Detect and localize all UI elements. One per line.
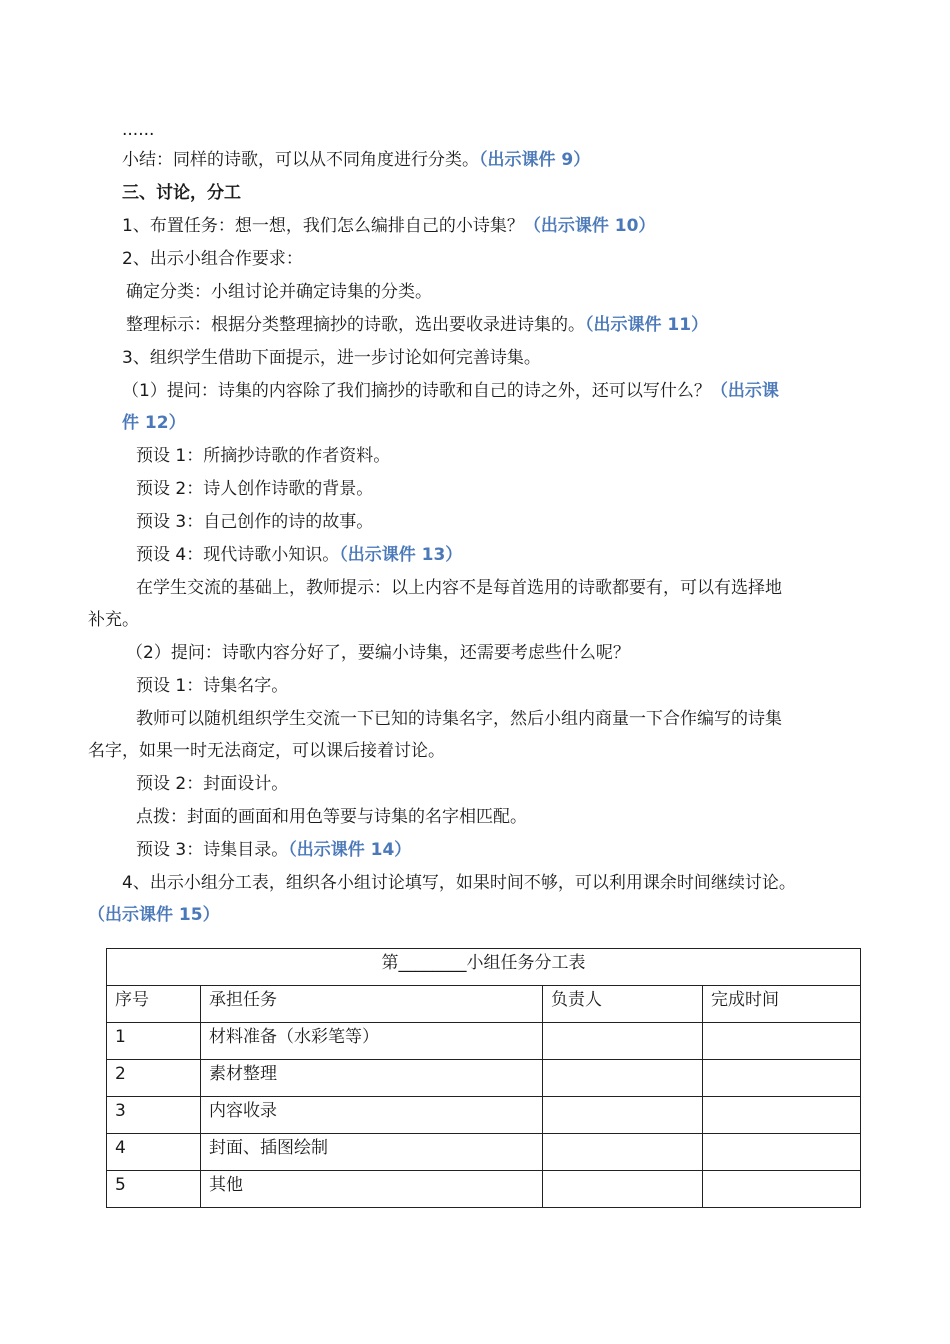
row-owner-cell — [543, 1023, 703, 1060]
task-1-text: 1、布置任务：想一想，我们怎么编排自己的小诗集？ — [122, 216, 524, 236]
preset-1-line: 预设 1：所摘抄诗歌的作者资料。 — [136, 446, 391, 466]
task-3-line: 3、组织学生借助下面提示，进一步讨论如何完善诗集。 — [122, 348, 541, 368]
task-4-line: 4、出示小组分工表，组织各小组讨论填写，如果时间不够，可以利用课余时间继续讨论。 — [122, 873, 796, 893]
courseware-cue-14: （出示课件 14） — [288, 840, 412, 860]
task-1-line — [122, 214, 655, 238]
task-2-line: 2、出示小组合作要求： — [122, 249, 303, 269]
note-1-line-a: 在学生交流的基础上，教师提示：以上内容不是每首选用的诗歌都要有，可以有选择地 — [136, 578, 782, 598]
preset-4-text: 预设 4：现代诗歌小知识。 — [136, 545, 340, 565]
courseware-cue-12-b: 件 12） — [122, 413, 186, 433]
courseware-cue-11: （出示课件 11） — [585, 315, 709, 335]
courseware-cue-9: （出示课件 9） — [479, 150, 591, 170]
summary-text: 小结：同样的诗歌，可以从不同角度进行分类。 — [122, 150, 479, 170]
preset-4-line — [136, 543, 462, 567]
courseware-cue-12-a: （出示课 — [710, 381, 779, 401]
row-owner-cell — [543, 1097, 703, 1134]
row-number: 5 — [107, 1171, 201, 1208]
table-row — [107, 1134, 861, 1171]
summary-line — [122, 148, 590, 172]
header-task: 承担任务 — [201, 986, 543, 1023]
table-row — [107, 1097, 861, 1134]
preset-toc-text: 预设 3：诗集目录。 — [136, 840, 289, 860]
note-2-line-a: 教师可以随机组织学生交流一下已知的诗集名字，然后小组内商量一下合作编写的诗集 — [136, 709, 782, 729]
header-owner: 负责人 — [543, 986, 703, 1023]
row-number: 1 — [107, 1023, 201, 1060]
courseware-cue-10: （出示课件 10） — [523, 216, 656, 236]
row-number: 2 — [107, 1060, 201, 1097]
row-task: 封面、插图绘制 — [201, 1134, 543, 1171]
header-number: 序号 — [107, 986, 201, 1023]
table-header-row — [107, 986, 861, 1023]
row-number: 4 — [107, 1134, 201, 1171]
row-owner-cell — [543, 1060, 703, 1097]
preset-cover-line: 预设 2：封面设计。 — [136, 774, 289, 794]
preset-toc-line — [136, 838, 411, 862]
task-2b-line — [126, 313, 708, 337]
row-task: 其他 — [201, 1171, 543, 1208]
row-deadline-cell — [703, 1060, 861, 1097]
question-1-text: （1）提问：诗集的内容除了我们摘抄的诗歌和自己的诗之外，还可以写什么？ — [122, 381, 711, 401]
task-2b-text: 整理标示：根据分类整理摘抄的诗歌，选出要收录进诗集的。 — [126, 315, 585, 335]
table-row — [107, 1023, 861, 1060]
task-assignment-table — [106, 948, 861, 1208]
row-number: 3 — [107, 1097, 201, 1134]
question-1-line — [122, 379, 779, 403]
row-owner-cell — [543, 1171, 703, 1208]
table-row — [107, 1060, 861, 1097]
row-task: 内容收录 — [201, 1097, 543, 1134]
row-deadline-cell — [703, 1171, 861, 1208]
ellipsis-line: ...... — [122, 120, 155, 140]
courseware-cue-15: （出示课件 15） — [88, 905, 220, 925]
note-2-line-b: 名字，如果一时无法商定，可以课后接着讨论。 — [88, 741, 445, 761]
section-heading-3: 三、讨论，分工 — [122, 183, 241, 203]
preset-name-line: 预设 1：诗集名字。 — [136, 676, 289, 696]
note-1-line-b: 补充。 — [88, 610, 139, 630]
row-task: 材料准备（水彩笔等） — [201, 1023, 543, 1060]
table-title: 第________小组任务分工表 — [107, 949, 861, 986]
row-task: 素材整理 — [201, 1060, 543, 1097]
question-2-line: （2）提问：诗歌内容分好了，要编小诗集，还需要考虑些什么呢？ — [126, 643, 630, 663]
courseware-cue-13: （出示课件 13） — [339, 545, 463, 565]
tip-line: 点拨：封面的画面和用色等要与诗集的名字相匹配。 — [136, 807, 527, 827]
preset-2-line: 预设 2：诗人创作诗歌的背景。 — [136, 479, 374, 499]
row-deadline-cell — [703, 1134, 861, 1171]
task-2a-line: 确定分类：小组讨论并确定诗集的分类。 — [126, 282, 432, 302]
preset-3-line: 预设 3：自己创作的诗的故事。 — [136, 512, 374, 532]
row-deadline-cell — [703, 1023, 861, 1060]
row-deadline-cell — [703, 1097, 861, 1134]
row-owner-cell — [543, 1134, 703, 1171]
header-deadline: 完成时间 — [703, 986, 861, 1023]
table-row — [107, 1171, 861, 1208]
